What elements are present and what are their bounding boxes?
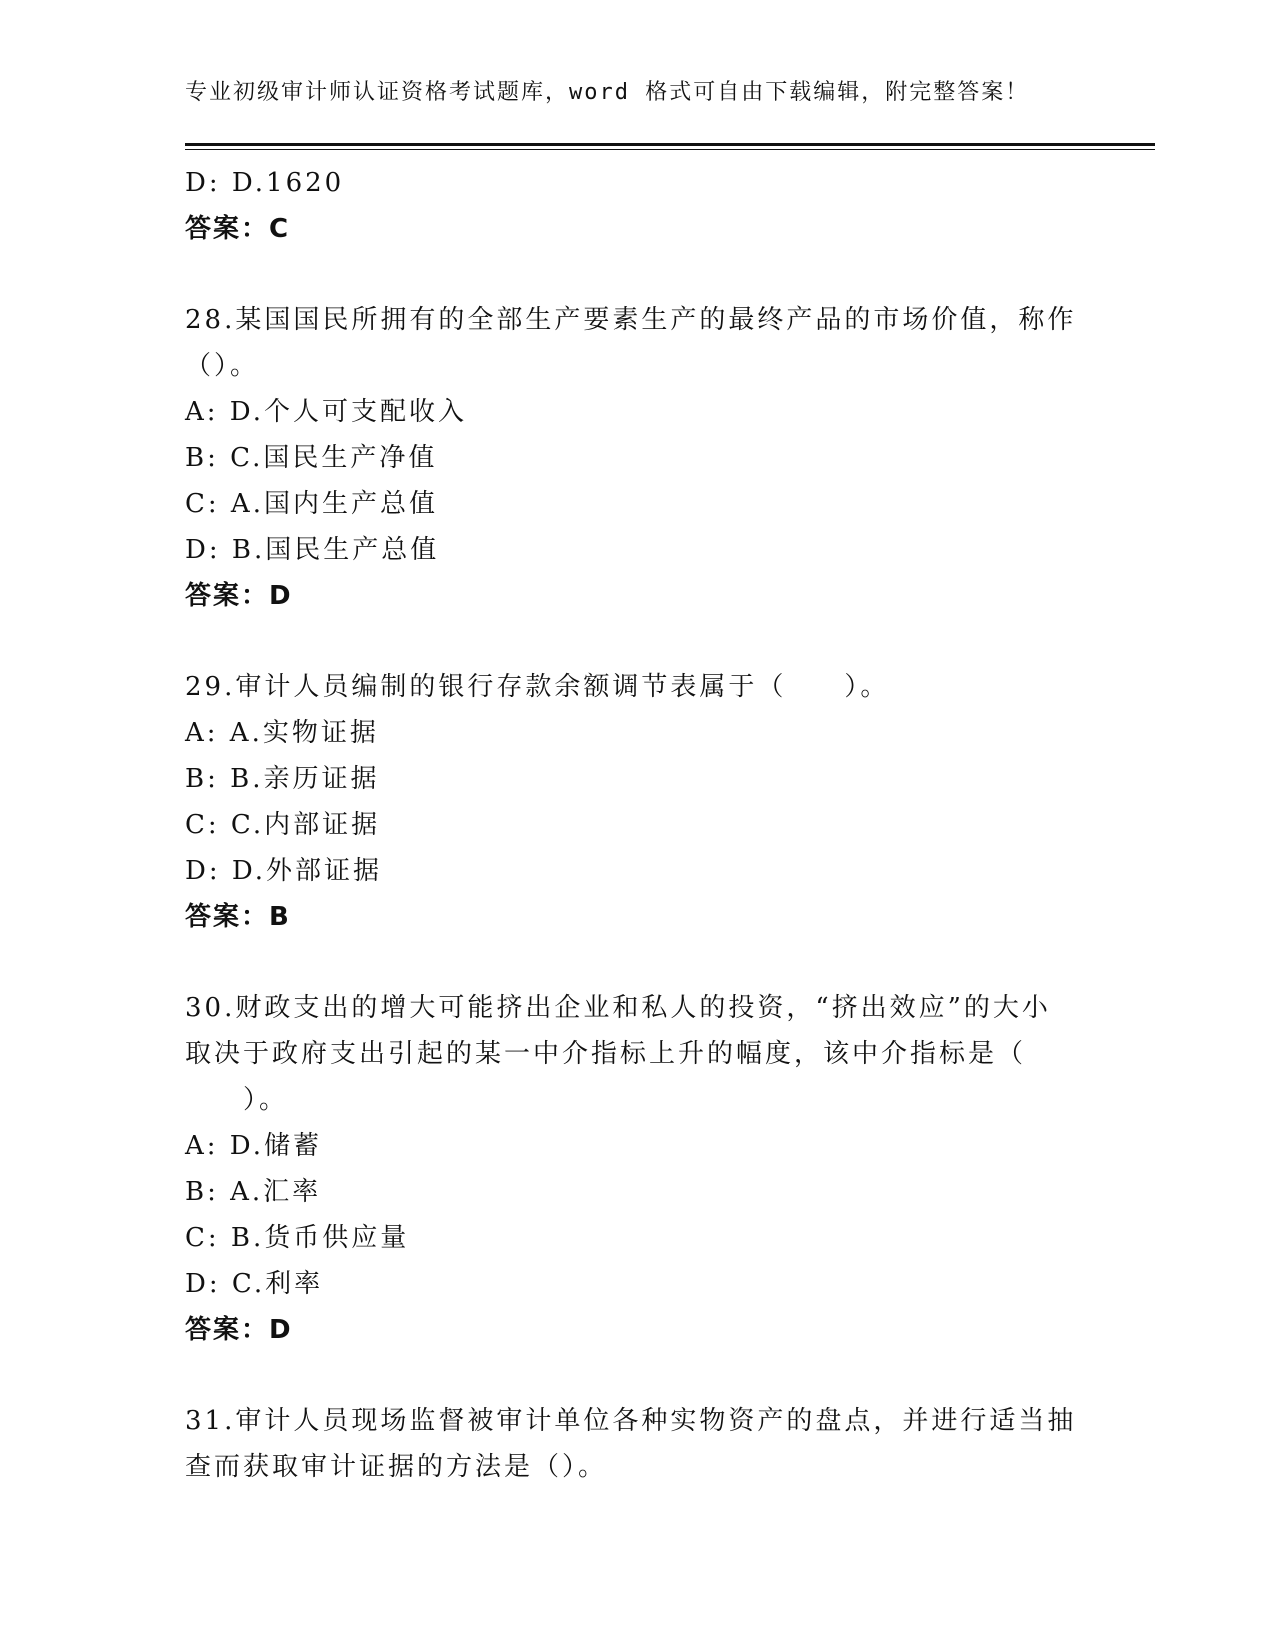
question-28 — [185, 297, 1085, 619]
option-c: C: A.国内生产总值 — [185, 489, 438, 519]
option-b: B: B.亲历证据 — [185, 764, 380, 794]
option-c: C: C.内部证据 — [185, 810, 381, 840]
option-d: D: D.1620 — [185, 168, 345, 198]
answer-line: 答案：B — [185, 902, 291, 932]
option-d: D: D.外部证据 — [185, 856, 383, 886]
option-a: A: A.实物证据 — [185, 718, 379, 748]
option-d: D: B.国民生产总值 — [185, 535, 440, 565]
answer-line: 答案：C — [185, 214, 291, 244]
question-text: ）。 — [185, 1085, 289, 1115]
question-text: 查而获取审计证据的方法是（）。 — [185, 1452, 608, 1482]
answer-line: 答案：D — [185, 581, 293, 611]
question-29 — [185, 664, 1085, 940]
option-a: A: D.储蓄 — [185, 1131, 322, 1161]
option-a: A: D.个人可支配收入 — [185, 397, 467, 427]
option-d: D: C.利率 — [185, 1269, 324, 1299]
option-b: B: C.国民生产净值 — [185, 443, 438, 473]
question-text: 30.财政支出的增大可能挤出企业和私人的投资，“挤出效应”的大小 — [185, 993, 1051, 1023]
header-divider-thin — [185, 149, 1155, 150]
option-b: B: A.汇率 — [185, 1177, 322, 1207]
question-content — [185, 160, 1085, 1490]
question-text: 28.某国国民所拥有的全部生产要素生产的最终产品的市场价值，称作 — [185, 305, 1077, 335]
question-text: 31.审计人员现场监督被审计单位各种实物资产的盘点，并进行适当抽 — [185, 1406, 1077, 1436]
answer-line: 答案：D — [185, 1315, 293, 1345]
option-c: C: B.货币供应量 — [185, 1223, 410, 1253]
page-header: 专业初级审计师认证资格考试题库，word 格式可自由下载编辑，附完整答案！ — [185, 80, 1030, 105]
question-text: （）。 — [185, 351, 260, 381]
header-divider-thick — [185, 143, 1155, 146]
question-31 — [185, 1398, 1085, 1490]
question-30 — [185, 985, 1085, 1353]
question-text: 取决于政府支出引起的某一中介指标上升的幅度，该中介指标是（ — [185, 1039, 1027, 1069]
question-text: 29.审计人员编制的银行存款余额调节表属于（ ）。 — [185, 672, 890, 702]
